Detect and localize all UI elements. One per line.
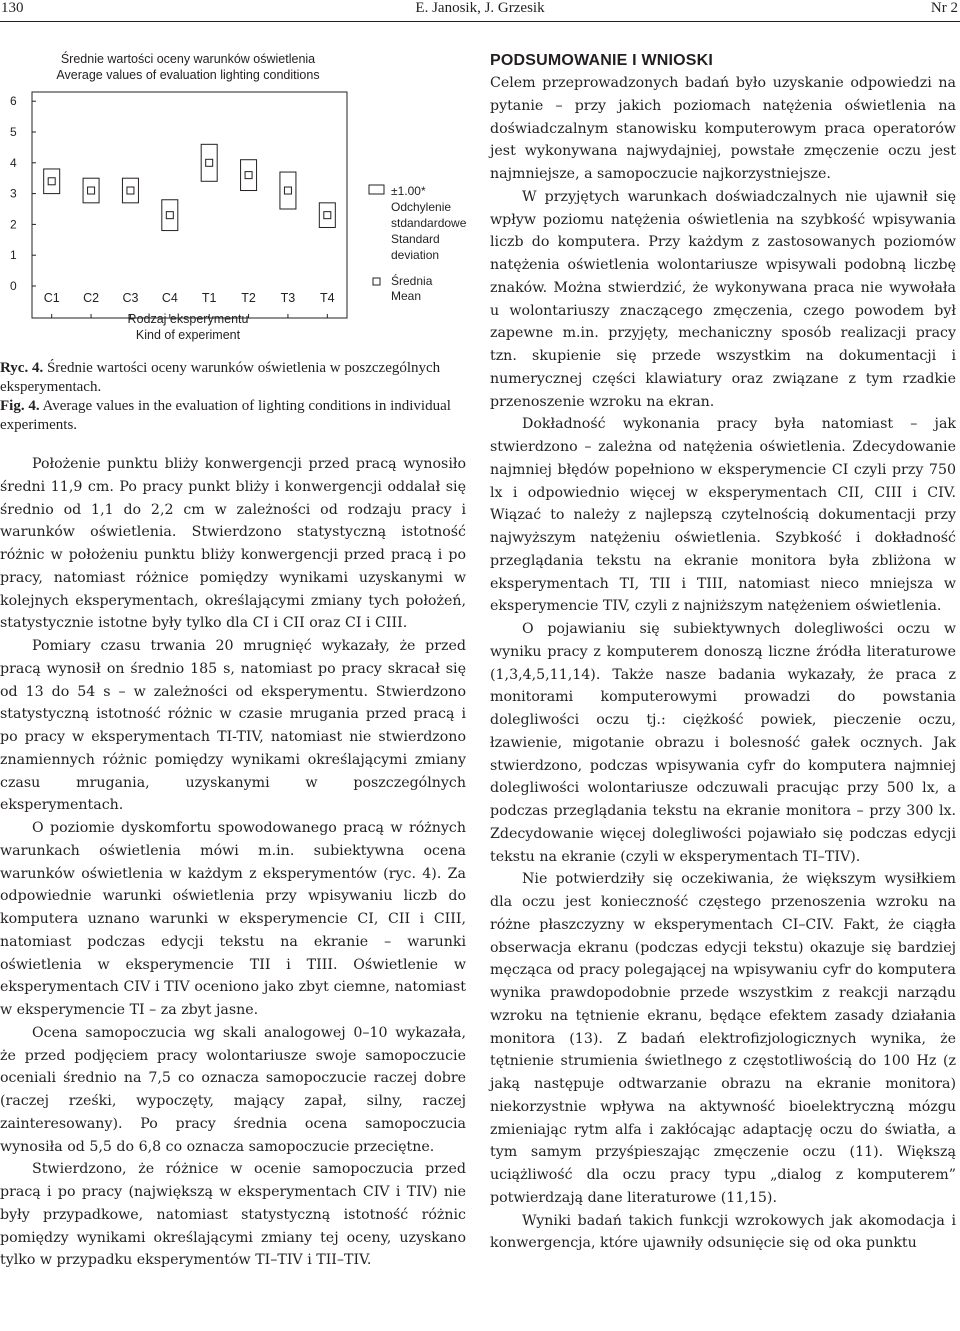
mean-marker — [245, 172, 252, 179]
chart-title-pl: Średnie wartości oceny warunków oświetlenia — [60, 52, 316, 66]
y-tick-label: 0 — [10, 279, 17, 293]
mean-marker — [206, 159, 213, 166]
caption-pl-label: Ryc. 4. — [0, 360, 44, 376]
left-paragraph-4: Ocena samopoczucia wg skali analogowej 0–10 wykazała, że przed podjęciem pracy wolontariusze swoje samopoczucie oceniali średnio na 7,5 co oznacza samopoczucie raczej dobre (raczej rześki, wypoczęty, mający zapał, silny, raczej zainteresowany). Po pracy średnia ocena samopoczucia wynosiła od 5,5 do 6,8 co oznacza samopoczucie przeciętne. — [0, 1024, 466, 1155]
section-heading: PODSUMOWANIE I WNIOSKI — [490, 52, 714, 69]
box-plot — [0, 40, 470, 345]
mean-marker — [166, 212, 173, 219]
mean-marker — [48, 178, 55, 185]
legend-mean-swatch — [373, 278, 380, 285]
legend-mean-line-2: Mean — [391, 289, 422, 303]
y-tick-label: 5 — [10, 125, 17, 139]
left-paragraph-3: O poziomie dyskomfortu spowodowanego pracą w różnych warunkach oświetlenia mówi m.in. subiektywna ocena warunków oświetlenia w każdym z eksperymentów (ryc. 4). Za odpowiednie warunki oświetlenia przy wpisywaniu liczb do komputera uznano warunki w eksperymencie CI, CII i CIII, natomiast podczas edycji tekstu na ekranie – warunki oświetlenia w eksperymencie TII i TIII. Oświetlenie w eksperymentach CIV i TIV oceniono jako zbyt ciemne, natomiast w eksperymencie TI – za zbyt jasne. — [0, 820, 466, 1018]
x-tick-label: T4 — [320, 291, 335, 305]
x-tick-label: T1 — [201, 291, 217, 305]
legend-sd-swatch — [369, 185, 384, 194]
x-tick-label: C4 — [161, 291, 178, 305]
legend-sd-line-5: deviation — [391, 248, 440, 262]
left-paragraph-5: Stwierdzono, że różnice w ocenie samopoczucia przed pracą i po pracy (największą w eksperymentach CIV i TIV) nie były przypadkowe, natomiast statystyczną istotność różnic pomiędzy wynikami określającymi zmiany tej oceny, uzyskano tylko w przypadku eksperymentów TI–TIV i TII–TIV. — [0, 1161, 466, 1269]
right-paragraph-2: W przyjętych warunkach doświadczalnych nie ujawnił się wpływ poziomu natężenia oświetlenia na szybkość wpisywania liczb do komputera. Przy każdym z zastosowanych poziomów natężenia oświetlenia wolontariusze wpisywali podobną liczbę znaków. Można stwierdzić, że wykonywana praca nie wywołała u wolontariuszy znaczącego zmęczenia, czego powodem był zapewne m.in. przyjęty, mechaniczny sposób realizacji pracy tzn. skupienie się przede wszystkim na dokumentacji i numerycznej części klawiatury oraz związane z tym rzadkie przenoszenie wzroku na ekran. — [490, 188, 956, 410]
y-tick-label: 3 — [10, 186, 17, 201]
right-column — [490, 50, 956, 1255]
caption-en-label: Fig. 4. — [0, 398, 40, 414]
figure-4-chart — [0, 40, 470, 345]
legend-sd-line-2: Odchylenie — [391, 200, 452, 214]
right-paragraph-6: Wyniki badań takich funkcji wzrokowych jak akomodacja i konwergencja, które ujawniły odsunięcie się od oka punktu — [490, 1212, 956, 1252]
caption-pl-text: Średnie wartości oceny warunków oświetlenia w poszczególnych eksperymentach. — [0, 360, 441, 395]
left-paragraph-2: Pomiary czasu trwania 20 mrugnięć wykazały, że przed pracą wynosił on średnio 185 s, natomiast po pracy skracał się od 13 do 54 s – w zależności od eksperymentu. Stwierdzono statystyczną istotność różnic w czasie mrugania przed pracą i po pracy w eksperymentach TI-TIV, natomiast nie stwierdzono znamiennych różnic pomiędzy wynikami określającymi zmiany czasu mrugania, uzyskanymi w poszczególnych eksperymentach. — [0, 638, 466, 814]
mean-marker — [324, 212, 331, 219]
x-axis-label-en: Kind of experiment — [135, 328, 241, 342]
left-column — [0, 453, 466, 1272]
legend-sd-line-1: ±1.00* — [391, 184, 426, 198]
data-series — [44, 144, 336, 230]
x-tick-label: C2 — [83, 291, 100, 305]
x-tick-label: C1 — [43, 291, 60, 305]
chart-legend — [369, 184, 467, 303]
issue-number: Nr 2 — [930, 0, 958, 16]
page-number: 130 — [1, 0, 24, 16]
right-paragraph-5: Nie potwierdziły się oczekiwania, że większym wysiłkiem dla oczu jest konieczność częstego przenoszenia wzroku na różne płaszczyzny w eksperymentach CI–CIV. Fakt, że ciągła obserwacja ekranu (podczas edycji tekstu) okazuje się bardziej męcząca od pracy polegającej na wpisywaniu cyfr do komputera wynika prawdopodobnie przede wszystkim z reakcji narządu wzroku na tętnienie ekranu, będące efektem zasady działania monitora (13). Z badań elektrofizjologicznych wynika, że tętnienie strumienia świetlnego z częstotliwością do 100 Hz (z jaką następuje odtwarzanie obrazu na ekranie monitora) niekorzystnie wpływa na aktywność bioelektryczną mózgu zmieniając rytm alfa i zakłócając adaptację oczu do światła, a tym samym przyśpieszając zmęczenie oczu (11). Większą uciążliwość dla oczu pracy typu „dialog z komputerem” potwierdzają dane literaturowe (11,15). — [490, 871, 956, 1206]
caption-en — [0, 397, 470, 435]
mean-marker — [284, 187, 291, 194]
x-tick-label: T3 — [280, 291, 296, 305]
right-paragraph-4: O pojawianiu się subiektywnych dolegliwości oczu w wyniku pracy z komputerem donoszą liczne źródła literaturowe (1,3,4,5,11,14). Także nasze badania wykazały, że praca z monitorami komputerowymi prowadzi do powstania dolegliwości oczu tj.: ciężkość powiek, pieczenie oczu, łzawienie, migotanie obrazu i bolesność gałek ocznych. Jak stwierdzono, podczas wpisywania cyfr do komputera najmniej dolegliwości wolontariusze odczuwali pracując przy 500 lx, a podczas przeglądania tekstu na ekranie monitora – przy 300 lx. Zdecydowanie więcej dolegliwości pojawiało się podczas edycji tekstu na ekranie (czyli w eksperymentach TI–TIV). — [490, 621, 956, 865]
mean-marker — [127, 187, 134, 194]
legend-mean-line-1: Średnia — [391, 274, 433, 288]
x-tick-label: C3 — [122, 291, 139, 305]
y-tick-label: 1 — [10, 248, 17, 263]
page-header — [0, 0, 960, 22]
y-tick-label: 2 — [10, 217, 17, 232]
mean-marker — [88, 187, 95, 194]
y-tick-label: 4 — [10, 155, 17, 170]
header-rule — [0, 21, 960, 22]
figure-caption — [0, 359, 470, 435]
caption-pl — [0, 359, 470, 397]
chart-title-en: Average values of evaluation lighting conditions — [56, 68, 320, 82]
x-axis-label-pl-visible: Rodzaj eksperymentu — [127, 312, 249, 326]
caption-en-text: Average values in the evaluation of lighting conditions in individual experiments. — [0, 398, 451, 433]
right-paragraph-1: Celem przeprowadzonych badań było uzyskanie odpowiedzi na pytanie – przy jakich poziomach natężenia oświetlenia na doświadczalnym stanowisku komputerowym praca operatorów jest wykonywana najwydajniej, powstałe zmęczenie oczu jest najmniejsze, a samopoczucie najkorzystniejsze. — [490, 75, 956, 182]
left-paragraph-1: Położenie punktu bliży konwergencji przed pracą wynosiło średni 11,9 cm. Po pracy punkt bliży i konwergencji oddalał się średnio od 1,1 do 2,2 cm w zależności od rodzaju pracy i warunków oświetlenia. Stwierdzono statystyczną istotność różnic w położeniu punktu bliży konwergencji przed pracą i po pracy, natomiast różnice pomiędzy wynikami uzyskanymi w kolejnych eksperymentach, określającymi zmiany tych położeń, statystycznie istotne były tylko dla CI i CII oraz CI i CIII. — [0, 456, 466, 632]
running-authors: E. Janosik, J. Grzesik — [415, 0, 545, 16]
right-paragraph-3: Dokładność wykonania pracy była natomiast – jak stwierdzono – zależna od natężenia oświetlenia. Zdecydowanie najmniej błędów popełniono w eksperymencie CI czyli przy 750 lx i odpowiednio więcej w eksperymentach CII, CIII i CIV. Wiązać to należy z najlepszą czytelnością dokumentacji przy najwyższym natężeniu oświetlenia. Szybkość i dokładność przeglądania tekstu na ekranie monitora była zbliżona w eksperymentach TI, TII i TIII, natomiast nieco mniejsza w eksperymencie TIV, czyli z najniższym natężeniem oświetlenia. — [490, 416, 956, 615]
legend-sd-line-3: stdandardowe — [391, 216, 467, 230]
y-tick-label: 6 — [10, 94, 17, 109]
legend-sd-line-4: Standard — [391, 232, 440, 246]
x-tick-label: T2 — [241, 291, 256, 305]
plot-frame — [32, 92, 347, 318]
